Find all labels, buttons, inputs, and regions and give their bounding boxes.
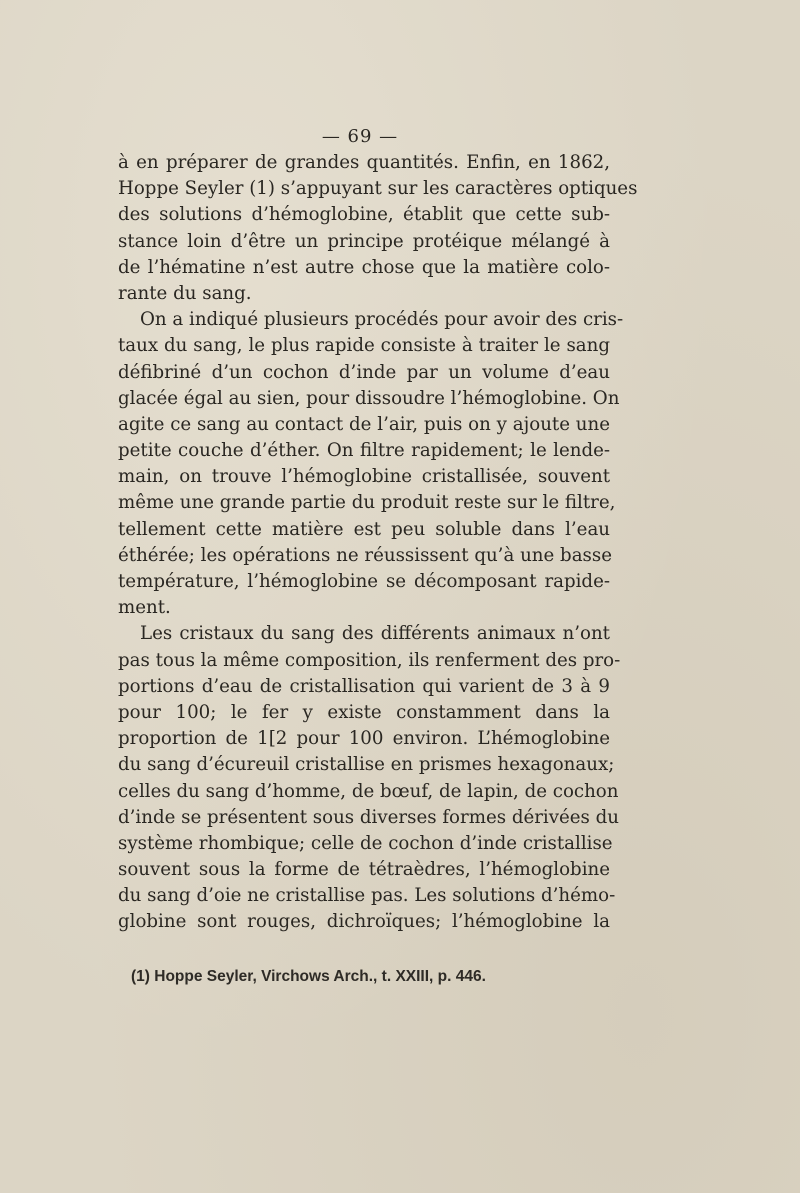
text-line: défibriné d’un cochon d’inde par un volume d’eau [118, 361, 610, 383]
text-line: pour 100; le fer y existe constamment dans la [118, 701, 610, 723]
paragraph-3 [118, 621, 621, 935]
text-line: même une grande partie du produit reste sur le filtre, [118, 492, 616, 514]
text-line: glacée égal au sien, pour dissoudre l’hémoglobine. On [118, 387, 620, 409]
text-line: du sang d’écureuil cristallise en prismes hexagonaux; [118, 754, 615, 776]
text-line: ment. [118, 597, 171, 619]
text-line: tellement cette matière est peu soluble dans l’eau [118, 518, 610, 540]
text-line: des solutions d’hémoglobine, établit que cette sub- [118, 204, 610, 226]
text-line: température, l’hémoglobine se décomposant rapide- [118, 571, 610, 592]
footnote: (1) Hoppe Seyler, Virchows Arch., t. XXIII, p. 446. [131, 968, 486, 985]
paragraph-1 [118, 150, 638, 307]
text-line: stance loin d’être un principe protéique mélangé à [118, 230, 610, 252]
text-line: celles du sang d’homme, de bœuf, de lapin, de cochon [118, 780, 619, 802]
text-line: Les cristaux du sang des différents animaux n’ont [140, 623, 610, 645]
text-line: Hoppe Seyler (1) s’appuyant sur les caractères optiques [118, 178, 638, 200]
text-line: On a indiqué plusieurs procédés pour avoir des cris- [140, 309, 624, 331]
body-text [118, 150, 638, 936]
text-line: rante du sang. [118, 282, 252, 304]
text-line: proportion de 1[2 pour 100 environ. L’hémoglobine [118, 728, 610, 750]
text-line: souvent sous la forme de tétraèdres, l’hémoglobine [118, 859, 610, 881]
text-line: éthérée; les opérations ne réussissent qu’à une basse [118, 544, 612, 566]
text-line: globine sont rouges, dichroïques; l’hémoglobine la [118, 911, 610, 933]
paragraph-2 [118, 307, 624, 621]
text-line: système rhombique; celle de cochon d’inde cristallise [118, 832, 613, 854]
text-line: pas tous la même composition, ils renferment des pro- [118, 649, 621, 671]
text-line: du sang d’oie ne cristallise pas. Les solutions d’hémo- [118, 885, 616, 907]
text-line: agite ce sang au contact de l’air, puis on y ajoute une [118, 413, 610, 435]
text-line: petite couche d’éther. On filtre rapidement; le lende- [118, 440, 610, 462]
text-line: d’inde se présentent sous diverses formes dérivées du [118, 806, 620, 828]
text-line: à en préparer de grandes quantités. Enfin, en 1862, [118, 152, 610, 173]
text-line: main, on trouve l’hémoglobine cristallisée, souvent [118, 466, 610, 488]
text-line: taux du sang, le plus rapide consiste à traiter le sang [118, 335, 610, 357]
text-line: de l’hématine n’est autre chose que la matière colo- [118, 256, 610, 278]
text-line: portions d’eau de cristallisation qui varient de 3 à 9 [118, 675, 610, 697]
page-number: — 69 — [321, 126, 399, 147]
